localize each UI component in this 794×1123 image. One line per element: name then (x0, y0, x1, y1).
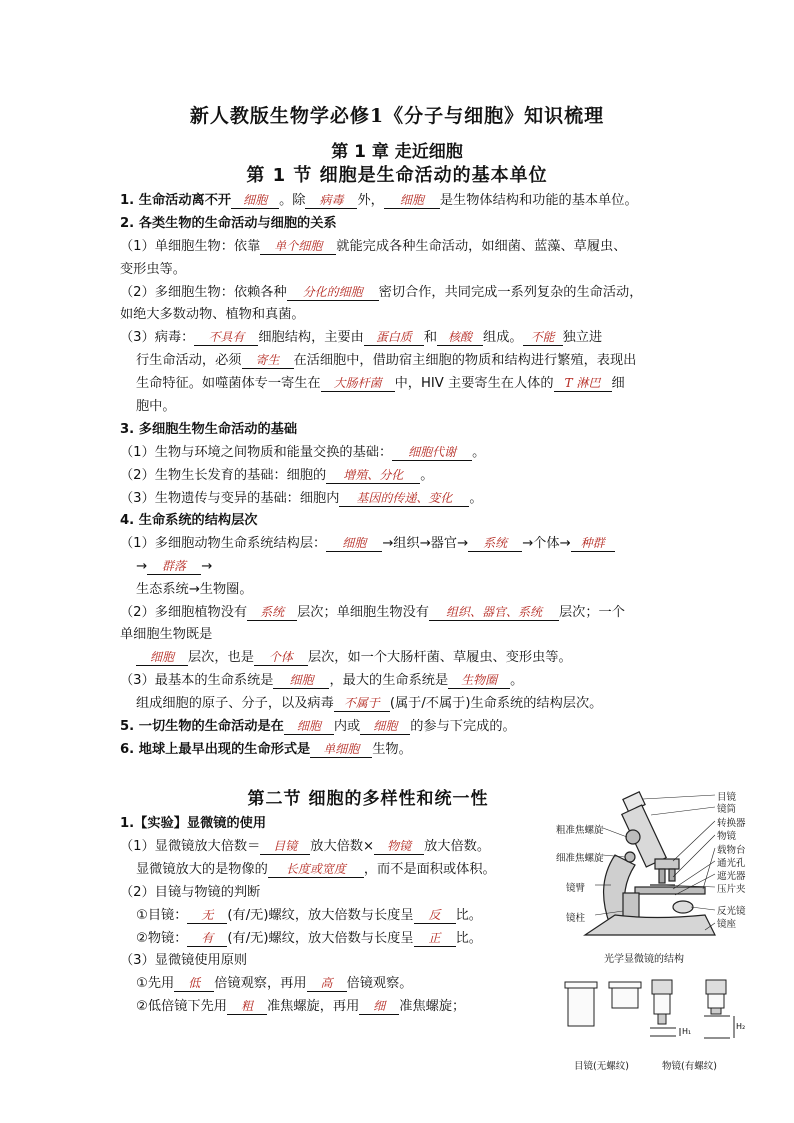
fill-blank: 增殖、分化 (326, 468, 420, 484)
fill-blank: 蛋白质 (364, 330, 424, 346)
point-5: 5. 一切生物的生命活动是在 细胞 内或 细胞 的参与下完成的。 (120, 719, 516, 734)
section-2-heading: 第二节 细胞的多样性和统一性 (247, 789, 489, 809)
fill-blank: 物镜 (374, 839, 424, 855)
point-6: 6. 地球上最早出现的生命形式是 单细胞 生物。 (120, 742, 412, 757)
fill-blank: 细胞 (136, 650, 188, 666)
label-mirror: 反光镜 (717, 906, 746, 917)
point-2-3-cont1: 行生命活动，必须 寄生 在活细胞中，借助宿主细胞的物质和结构进行繁殖，表现出 (136, 353, 637, 368)
fill-blank: 个体 (254, 650, 308, 666)
exp-1: （1）显微镜放大倍数＝ 目镜 放大倍数× 物镜 放大倍数。 (120, 839, 491, 854)
label-pillar: 镜柱 (566, 913, 586, 924)
point-4-3: （3）最基本的生命系统是 细胞 ，最大的生命系统是 生物圈 。 (120, 673, 524, 688)
fill-blank: 无 (187, 908, 227, 924)
fill-blank: 生物圈 (448, 673, 510, 689)
fill-blank: 高 (307, 976, 347, 992)
coarse-knob-shape (626, 830, 640, 844)
point-4-heading: 4. 生命系统的结构层次 (120, 513, 258, 528)
label-nosepiece: 转换器 (717, 818, 746, 829)
label-tube: 镜筒 (717, 804, 737, 815)
label-base: 镜座 (717, 919, 737, 930)
label-h1: H₁ (682, 1027, 692, 1036)
exp-1-cont: 显微镜放大的是物像的 长度或宽度 ，而不是面积或体积。 (136, 862, 496, 877)
fill-blank: 群落 (147, 559, 201, 575)
fill-blank: 不属于 (334, 696, 390, 712)
fill-blank: 细 (359, 999, 399, 1015)
label-fine-focus: 细准焦螺旋 (556, 853, 604, 864)
label-stage: 载物台 (717, 845, 746, 856)
exp-3: （3）显微镜使用原则 (120, 953, 248, 968)
fill-blank: 细胞 (384, 193, 440, 209)
fill-blank: 不能 (523, 330, 563, 346)
caption-objectives: 物镜(有螺纹) (662, 1061, 717, 1072)
label-diaphragm: 遮光器 (717, 871, 746, 882)
point-4-1-cont1: → 群落 → (136, 559, 213, 574)
figure-caption: 光学显微镜的结构 (604, 954, 684, 965)
point-3-heading: 3. 多细胞生物生命活动的基础 (120, 422, 298, 437)
eyepiece-short-shape (612, 986, 638, 1008)
fill-blank: 分化的细胞 (287, 285, 379, 301)
label-eyepiece: 目镜 (717, 792, 737, 803)
fill-blank: 病毒 (305, 193, 357, 209)
point-2-3-cont2: 生命特征。如噬菌体专一寄生在 大肠杆菌 中，HIV 主要寄生在人体的 T 淋巴 细 (136, 376, 625, 391)
lens-comparison-diagram (560, 970, 750, 1060)
chapter-heading: 第 1 章 走近细胞 (331, 142, 463, 162)
fill-blank: 单个细胞 (260, 239, 336, 255)
label-coarse-focus: 粗准焦螺旋 (556, 825, 604, 836)
base-shape (585, 915, 715, 935)
exp-3-1: ①先用 低 倍镜观察，再用 高 倍镜观察。 (136, 976, 413, 991)
point-3-1: （1）生物与环境之间物质和能量交换的基础： 细胞代谢 。 (120, 445, 486, 460)
point-2-3-cont3: 胞中。 (136, 399, 176, 414)
fill-blank: 正 (414, 931, 456, 947)
fill-blank: 细胞 (326, 536, 382, 552)
point-2-heading: 2. 各类生物的生命活动与细胞的关系 (120, 216, 337, 231)
point-2-1: （1）单细胞生物：依靠 单个细胞 就能完成各种生命活动，如细菌、蓝藻、草履虫、 (120, 239, 627, 254)
fill-blank: 细胞代谢 (392, 445, 472, 461)
exp-2: （2）目镜与物镜的判断 (120, 885, 261, 900)
fill-blank: 不具有 (194, 330, 258, 346)
fill-blank: 系统 (468, 536, 522, 552)
label-arm: 镜臂 (566, 883, 586, 894)
point-4-2: （2）多细胞植物没有 系统 层次；单细胞生物没有 组织、器官、系统 层次；一个 (120, 605, 625, 620)
fill-blank: 有 (187, 931, 227, 947)
label-objective: 物镜 (717, 831, 737, 842)
fill-blank: 细胞 (231, 193, 279, 209)
objective-long-shape (654, 994, 670, 1014)
fill-blank: 细胞 (284, 719, 334, 735)
fill-blank: 长度或宽度 (268, 862, 364, 878)
fill-blank: 低 (174, 976, 214, 992)
fill-blank: 种群 (571, 536, 615, 552)
label-h2: H₂ (736, 1022, 746, 1031)
fill-blank: 基因的传递、变化 (339, 491, 469, 507)
fill-blank: 反 (414, 908, 456, 924)
label-clips: 压片夹 (717, 884, 746, 895)
exp-2-objective: ②物镜： 有 (有/无)螺纹，放大倍数与长度呈 正 比。 (136, 931, 482, 946)
fill-blank: 组织、器官、系统 (429, 605, 559, 621)
fine-knob-shape (625, 852, 635, 862)
mirror-shape (673, 901, 693, 913)
objective-short-shape (708, 994, 724, 1008)
fill-blank: 目镜 (260, 839, 310, 855)
exp-3-2: ②低倍镜下先用 粗 准焦螺旋，再用 细 准焦螺旋； (136, 999, 466, 1014)
fill-blank: 细胞 (360, 719, 410, 735)
point-3-2: （2）生物生长发育的基础：细胞的 增殖、分化 。 (120, 468, 434, 483)
exp-2-eyepiece: ①目镜： 无 (有/无)螺纹，放大倍数与长度呈 反 比。 (136, 908, 482, 923)
section-heading: 第 1 节 细胞是生命活动的基本单位 (246, 165, 548, 186)
document-title: 新人教版生物学必修1《分子与细胞》知识梳理 (189, 105, 605, 127)
fill-blank: 单细胞 (310, 742, 372, 758)
point-2-2: （2）多细胞生物：依赖各种 分化的细胞 密切合作，共同完成一系列复杂的生命活动， (120, 285, 643, 300)
fill-blank: 细胞 (273, 673, 329, 689)
fill-blank: 核酸 (437, 330, 483, 346)
fill-blank: 系统 (247, 605, 297, 621)
point-4-1-cont2: 生态系统→生物圈。 (136, 582, 253, 597)
point-4-1: （1）多细胞动物生命系统结构层： 细胞 →组织→器官→ 系统 →个体→ 种群 (120, 535, 615, 553)
point-4-3-cont: 组成细胞的原子、分子，以及病毒 不属于 (属于/不属于)生命系统的结构层次。 (136, 696, 603, 711)
experiment-heading: 1.【实验】显微镜的使用 (120, 816, 267, 831)
point-2-1-cont: 变形虫等。 (120, 262, 186, 277)
eyepiece-long-shape (568, 986, 594, 1026)
point-4-2-cont2: 细胞 层次，也是 个体 层次，如一个大肠杆菌、草履虫、变形虫等。 (136, 649, 572, 667)
caption-eyepieces: 目镜(无螺纹) (574, 1061, 629, 1072)
fill-blank: 寄生 (242, 353, 294, 369)
point-1: 1. 生命活动离不开 细胞 。除 病毒 外， 细胞 是生物体结构和功能的基本单位。 (120, 193, 638, 208)
fill-blank: 粗 (227, 999, 267, 1015)
point-3-3: （3）生物遗传与变异的基础：细胞内 基因的传递、变化 。 (120, 491, 483, 506)
point-2-3: （3）病毒： 不具有 细胞结构，主要由 蛋白质 和 核酸 组成。 不能 独立进 (120, 330, 603, 345)
fill-blank: 大肠杆菌 (321, 376, 395, 392)
point-4-2-cont1: 单细胞生物既是 (120, 627, 213, 642)
point-2-2-cont: 如绝大多数动物、植物和真菌。 (120, 307, 305, 322)
stage-shape (635, 887, 705, 894)
label-aperture: 通光孔 (717, 858, 746, 869)
fill-blank: T 淋巴 (554, 376, 612, 392)
